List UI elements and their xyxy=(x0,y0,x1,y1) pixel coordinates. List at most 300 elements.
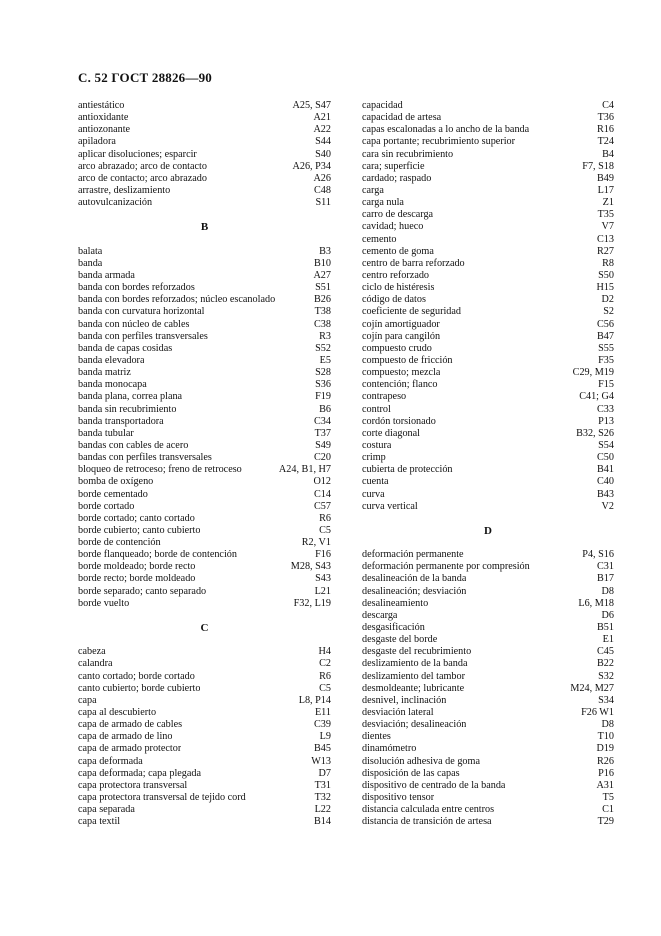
entry-term: borde cementado xyxy=(78,488,148,500)
entry-code: H15 xyxy=(596,282,614,294)
index-entry xyxy=(362,306,614,318)
entry-term: capa xyxy=(78,694,97,706)
index-entry xyxy=(78,695,331,707)
entry-term: control xyxy=(362,403,391,415)
index-entry xyxy=(362,221,614,233)
spacer xyxy=(362,513,614,525)
entry-term: banda xyxy=(78,257,103,269)
entry-term: ciclo de histéresis xyxy=(362,282,435,294)
entry-code: S32 xyxy=(598,670,614,682)
index-entry xyxy=(78,586,331,598)
entry-code: L8, P14 xyxy=(298,694,331,706)
entry-term: desgaste del recubrimiento xyxy=(362,646,472,658)
index-entry xyxy=(78,719,331,731)
entry-term: capa de armado de cables xyxy=(78,719,183,731)
entry-term: compuesto; mezcla xyxy=(362,367,441,379)
index-entry xyxy=(78,561,331,573)
entry-code: S50 xyxy=(598,269,614,281)
entry-code: T37 xyxy=(314,427,331,439)
entry-code: C39 xyxy=(314,719,331,731)
entry-code: D6 xyxy=(601,609,614,621)
entry-term: distancia calculada entre centros xyxy=(362,804,495,816)
index-entry xyxy=(78,525,331,537)
entry-term: cuenta xyxy=(362,476,389,488)
index-entry xyxy=(362,440,614,452)
index-entry xyxy=(362,391,614,403)
entry-code: B41 xyxy=(597,464,614,476)
entry-term: cemento de goma xyxy=(362,245,434,257)
entry-code: R6 xyxy=(319,512,331,524)
entry-term: distancia de transición de artesa xyxy=(362,816,492,828)
index-entry xyxy=(362,379,614,391)
entry-code: F26 W1 xyxy=(581,707,614,719)
entry-code: E1 xyxy=(602,634,614,646)
index-entry xyxy=(78,343,331,355)
entry-term: banda con bordes reforzados xyxy=(78,282,195,294)
entry-code: C57 xyxy=(314,500,331,512)
index-entry xyxy=(78,731,331,743)
index-entry xyxy=(362,282,614,294)
entry-code: T32 xyxy=(314,792,331,804)
entry-code: C38 xyxy=(314,318,331,330)
index-entry xyxy=(362,136,614,148)
index-entry xyxy=(78,501,331,513)
index-entry xyxy=(78,464,331,476)
entry-term: disposición de las capas xyxy=(362,767,460,779)
entry-code: R8 xyxy=(602,257,614,269)
entry-term: dispositivo tensor xyxy=(362,792,435,804)
spacer xyxy=(78,610,331,622)
index-entry xyxy=(362,476,614,488)
entry-code: R16 xyxy=(597,124,614,136)
page-header: С. 52 ГОСТ 28826—90 xyxy=(78,70,212,85)
index-entry xyxy=(78,549,331,561)
entry-term: desgasificación xyxy=(362,622,425,634)
index-entry xyxy=(78,598,331,610)
index-entry xyxy=(362,573,614,585)
index-entry xyxy=(78,416,331,428)
entry-term: capa protectora transversal de tejido cord xyxy=(78,792,246,804)
entry-code: B17 xyxy=(597,573,614,585)
entry-term: bandas con perfiles transversales xyxy=(78,452,212,464)
entry-term: coeficiente de seguridad xyxy=(362,306,461,318)
entry-term: capa protectora transversal xyxy=(78,779,188,791)
index-entry xyxy=(362,598,614,610)
entry-code: E11 xyxy=(314,707,331,719)
index-entry xyxy=(78,294,331,306)
entry-code: C45 xyxy=(597,646,614,658)
index-entry xyxy=(362,234,614,246)
entry-term: capa deformada; capa plegada xyxy=(78,767,202,779)
entry-term: banda monocapa xyxy=(78,379,147,391)
entry-term: centro reforzado xyxy=(362,269,430,281)
index-entry xyxy=(362,161,614,173)
entry-term: balata xyxy=(78,245,103,257)
index-entry xyxy=(78,658,331,670)
entry-term: capacidad de artesa xyxy=(362,112,442,124)
index-entry xyxy=(78,743,331,755)
entry-term: capa de armado protector xyxy=(78,743,182,755)
entry-term: capa separada xyxy=(78,804,135,816)
index-entry xyxy=(78,355,331,367)
index-entry xyxy=(362,780,614,792)
entry-term: contrapeso xyxy=(362,391,407,403)
entry-code: T36 xyxy=(597,112,614,124)
entry-term: descarga xyxy=(362,609,398,621)
entry-term: capa textil xyxy=(78,816,121,828)
entry-term: calandra xyxy=(78,658,113,670)
index-entry xyxy=(78,780,331,792)
entry-term: deformación permanente xyxy=(362,549,464,561)
entry-code: M28, S43 xyxy=(290,561,331,573)
entry-code: V7 xyxy=(601,221,614,233)
entry-term: borde de contención xyxy=(78,537,161,549)
entry-term: apiladora xyxy=(78,136,116,148)
entry-code: B3 xyxy=(319,245,331,257)
spacer xyxy=(78,634,331,646)
entry-code: C2 xyxy=(319,658,331,670)
entry-code: S43 xyxy=(315,573,331,585)
entry-code: E5 xyxy=(319,354,331,366)
entry-code: A22 xyxy=(313,124,331,136)
index-entry xyxy=(362,452,614,464)
entry-code: L9 xyxy=(319,731,331,743)
entry-code: T38 xyxy=(314,306,331,318)
index-entry xyxy=(362,404,614,416)
entry-term: banda de capas cosidas xyxy=(78,342,173,354)
entry-term: borde cortado xyxy=(78,500,135,512)
entry-code: W13 xyxy=(311,755,331,767)
entry-term: deformación permanente por compresión xyxy=(362,561,530,573)
entry-code: M24, M27 xyxy=(570,682,614,694)
index-entry xyxy=(78,513,331,525)
entry-term: borde vuelto xyxy=(78,597,130,609)
entry-term: capa portante; recubrimiento superior xyxy=(362,136,516,148)
index-entry xyxy=(78,331,331,343)
entry-code: D8 xyxy=(601,585,614,597)
entry-code: C29, M19 xyxy=(572,367,614,379)
entry-term: desgaste del borde xyxy=(362,634,438,646)
entry-term: curva vertical xyxy=(362,500,418,512)
entry-term: banda armada xyxy=(78,269,135,281)
index-entry xyxy=(78,124,331,136)
entry-term: borde recto; borde moldeado xyxy=(78,573,196,585)
entry-term: deslizamiento de la banda xyxy=(362,658,468,670)
entry-code: L6, M18 xyxy=(578,597,614,609)
entry-code: T10 xyxy=(597,731,614,743)
spacer xyxy=(78,209,331,221)
entry-code: T5 xyxy=(602,792,614,804)
entry-term: banda con bordes reforzados; núcleo escanolado xyxy=(78,294,276,306)
entry-code: B26 xyxy=(314,294,331,306)
entry-term: cardado; raspado xyxy=(362,172,432,184)
entry-code: L21 xyxy=(314,585,331,597)
index-entry xyxy=(362,634,614,646)
index-entry xyxy=(78,391,331,403)
entry-code: S11 xyxy=(315,197,331,209)
entry-code: B4 xyxy=(602,148,614,160)
entry-term: curva xyxy=(362,488,385,500)
index-entry xyxy=(362,743,614,755)
entry-code: C14 xyxy=(314,488,331,500)
entry-term: crimp xyxy=(362,452,386,464)
entry-code: B47 xyxy=(597,330,614,342)
index-entry xyxy=(362,355,614,367)
index-entry xyxy=(78,100,331,112)
entry-code: C20 xyxy=(314,452,331,464)
entry-term: borde cortado; canto cortado xyxy=(78,512,195,524)
index-entry xyxy=(78,319,331,331)
entry-term: antiestático xyxy=(78,100,125,111)
entry-term: desviación; desalineación xyxy=(362,719,467,731)
entry-code: P16 xyxy=(598,767,614,779)
index-entry xyxy=(78,537,331,549)
entry-term: desviación lateral xyxy=(362,707,434,719)
index-entry xyxy=(362,185,614,197)
index-entry xyxy=(362,416,614,428)
entry-code: D19 xyxy=(596,743,614,755)
entry-term: borde separado; canto separado xyxy=(78,585,207,597)
index-entry xyxy=(362,270,614,282)
left-column xyxy=(78,100,331,828)
index-entry xyxy=(362,124,614,136)
entry-term: cabeza xyxy=(78,646,106,658)
entry-code: D7 xyxy=(318,767,331,779)
entry-code: S2 xyxy=(603,306,614,318)
entry-term: canto cubierto; borde cubierto xyxy=(78,682,201,694)
index-entry xyxy=(362,658,614,670)
entry-term: borde cubierto; canto cubierto xyxy=(78,524,201,536)
index-entry xyxy=(362,610,614,622)
entry-code: F15 xyxy=(598,379,614,391)
entry-code: S40 xyxy=(315,148,331,160)
index-entry xyxy=(78,428,331,440)
entry-term: desalineación de la banda xyxy=(362,573,467,585)
entry-code: S34 xyxy=(598,694,614,706)
index-entry xyxy=(362,792,614,804)
entry-term: carga nula xyxy=(362,197,404,209)
entry-code: C34 xyxy=(314,415,331,427)
index-entry xyxy=(78,440,331,452)
entry-term: dientes xyxy=(362,731,391,743)
index-entry xyxy=(78,816,331,828)
index-entry xyxy=(78,489,331,501)
section-letter: B xyxy=(200,221,209,234)
index-entry xyxy=(362,768,614,780)
index-entry xyxy=(78,476,331,488)
entry-code: B14 xyxy=(314,816,331,828)
index-entry xyxy=(362,367,614,379)
entry-code: F19 xyxy=(315,391,331,403)
section-letter: D xyxy=(484,524,492,537)
spacer xyxy=(362,537,614,549)
entry-code: R27 xyxy=(597,245,614,257)
entry-code: P13 xyxy=(598,415,614,427)
index-entry xyxy=(362,646,614,658)
entry-code: F32, L19 xyxy=(293,597,331,609)
index-entry xyxy=(78,173,331,185)
index-entry xyxy=(362,173,614,185)
index-entry xyxy=(78,707,331,719)
entry-code: S55 xyxy=(598,342,614,354)
entry-term: autovulcanización xyxy=(78,197,153,209)
entry-term: desalineación; desviación xyxy=(362,585,467,597)
index-entry xyxy=(362,804,614,816)
entry-term: código de datos xyxy=(362,294,426,306)
entry-term: cordón torsionado xyxy=(362,415,436,427)
entry-code: C40 xyxy=(597,476,614,488)
entry-term: carga xyxy=(362,184,384,196)
entry-term: antioxidante xyxy=(78,112,129,124)
entry-code: Z1 xyxy=(602,197,614,209)
entry-term: arrastre, deslizamiento xyxy=(78,184,171,196)
index-entry xyxy=(362,246,614,258)
index-entry xyxy=(362,209,614,221)
index-entry xyxy=(362,586,614,598)
index-entry xyxy=(78,270,331,282)
entry-code: C1 xyxy=(602,804,614,816)
index-entry xyxy=(78,258,331,270)
entry-code: F7, S18 xyxy=(582,160,614,172)
entry-code: B22 xyxy=(597,658,614,670)
index-entry xyxy=(362,695,614,707)
entry-term: centro de barra reforzado xyxy=(362,257,465,269)
index-entry xyxy=(362,331,614,343)
entry-term: desmoldeante; lubricante xyxy=(362,682,465,694)
index-entry xyxy=(78,136,331,148)
index-entry xyxy=(78,149,331,161)
index-entry xyxy=(362,707,614,719)
entry-term: banda tubular xyxy=(78,427,134,439)
index-entry xyxy=(78,756,331,768)
index-entry xyxy=(362,622,614,634)
index-entry xyxy=(78,246,331,258)
index-entry xyxy=(78,282,331,294)
index-entry xyxy=(362,549,614,561)
entry-code: A31 xyxy=(596,779,614,791)
entry-term: cojín amortiguador xyxy=(362,318,440,330)
entry-term: cara sin recubrimiento xyxy=(362,148,454,160)
entry-code: F35 xyxy=(598,354,614,366)
index-entry xyxy=(362,294,614,306)
entry-code: P4, S16 xyxy=(582,549,614,561)
entry-term: banda sin recubrimiento xyxy=(78,403,177,415)
entry-code: B43 xyxy=(597,488,614,500)
index-entry xyxy=(362,816,614,828)
entry-term: arco de contacto; arco abrazado xyxy=(78,172,207,184)
right-column xyxy=(362,100,614,828)
entry-code: C5 xyxy=(319,524,331,536)
entry-code: L17 xyxy=(597,184,614,196)
entry-term: cojín para cangilón xyxy=(362,330,441,342)
entry-term: bandas con cables de acero xyxy=(78,439,189,451)
entry-code: T31 xyxy=(314,779,331,791)
entry-term: arco abrazado; arco de contacto xyxy=(78,160,207,172)
index-entry xyxy=(362,258,614,270)
index-entry xyxy=(78,768,331,780)
entry-code: B6 xyxy=(319,403,331,415)
entry-code: O12 xyxy=(313,476,331,488)
entry-term: desnivel, inclinación xyxy=(362,694,447,706)
entry-code: R3 xyxy=(319,330,331,342)
entry-term: canto cortado; borde cortado xyxy=(78,670,195,682)
entry-term: banda plana, correa plana xyxy=(78,391,183,403)
index-entry xyxy=(78,683,331,695)
index-entry xyxy=(78,804,331,816)
index-entry xyxy=(362,149,614,161)
entry-term: cavidad; hueco xyxy=(362,221,424,233)
index-entry xyxy=(78,646,331,658)
index-entry xyxy=(78,112,331,124)
entry-code: C33 xyxy=(597,403,614,415)
entry-term: capas escalonadas a lo ancho de la banda xyxy=(362,124,530,136)
entry-code: A24, B1, H7 xyxy=(278,464,331,476)
entry-code: S49 xyxy=(315,439,331,451)
index-entry xyxy=(78,379,331,391)
index-entry xyxy=(78,404,331,416)
spacer xyxy=(78,234,331,246)
entry-term: capa de armado de lino xyxy=(78,731,173,743)
entry-code: S54 xyxy=(598,439,614,451)
entry-term: capacidad xyxy=(362,100,403,111)
entry-term: banda con núcleo de cables xyxy=(78,318,190,330)
entry-term: banda con perfiles transversales xyxy=(78,330,208,342)
entry-code: B49 xyxy=(597,172,614,184)
entry-code: A27 xyxy=(313,269,331,281)
entry-term: banda elevadora xyxy=(78,354,145,366)
entry-term: dispositivo de centrado de la banda xyxy=(362,779,506,791)
entry-code: R26 xyxy=(597,755,614,767)
entry-code: S36 xyxy=(315,379,331,391)
entry-code: C31 xyxy=(597,561,614,573)
index-entry xyxy=(362,501,614,513)
entry-code: T35 xyxy=(597,209,614,221)
entry-term: antiozonante xyxy=(78,124,131,136)
entry-term: banda con curvatura horizontal xyxy=(78,306,205,318)
entry-code: F16 xyxy=(315,549,331,561)
index-entry xyxy=(362,489,614,501)
entry-term: bomba de oxígeno xyxy=(78,476,154,488)
index-entry xyxy=(362,343,614,355)
entry-term: dinamómetro xyxy=(362,743,417,755)
index-entry xyxy=(362,561,614,573)
entry-code: C48 xyxy=(314,184,331,196)
index-entry xyxy=(362,719,614,731)
entry-code: D8 xyxy=(601,719,614,731)
entry-code: C5 xyxy=(319,682,331,694)
entry-term: disolución adhesiva de goma xyxy=(362,755,480,767)
index-entry xyxy=(78,671,331,683)
index-entry xyxy=(78,792,331,804)
entry-code: A26 xyxy=(313,172,331,184)
entry-term: compuesto crudo xyxy=(362,342,432,354)
entry-code: A25, S47 xyxy=(292,100,331,111)
entry-term: aplicar disoluciones; esparcir xyxy=(78,148,197,160)
index-entry xyxy=(362,428,614,440)
entry-code: A26, P34 xyxy=(292,160,331,172)
entry-code: T24 xyxy=(597,136,614,148)
entry-code: R6 xyxy=(319,670,331,682)
index-entry xyxy=(362,731,614,743)
index-entry xyxy=(78,367,331,379)
entry-code: L22 xyxy=(314,804,331,816)
entry-code: A21 xyxy=(313,112,331,124)
section-letter: C xyxy=(200,622,209,635)
entry-term: contención; flanco xyxy=(362,379,438,391)
index-entry xyxy=(362,197,614,209)
entry-term: carro de descarga xyxy=(362,209,434,221)
entry-code: B32, S26 xyxy=(576,427,614,439)
